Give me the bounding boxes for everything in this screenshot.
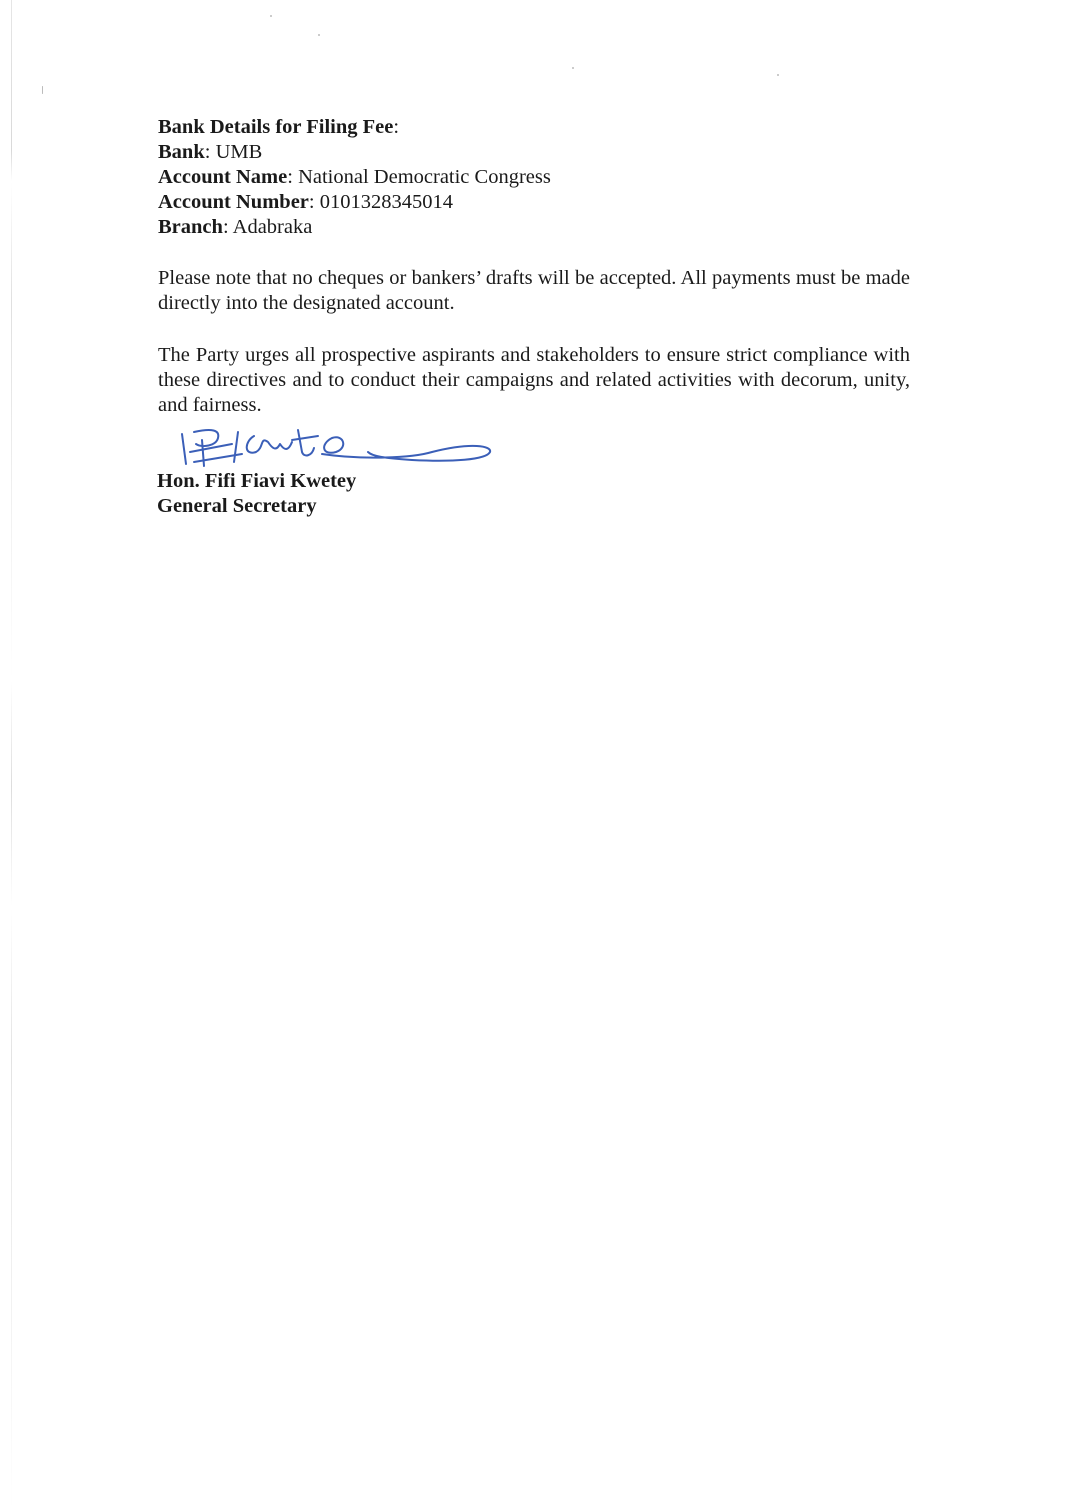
field-separator: : xyxy=(308,191,320,213)
bank-row xyxy=(158,140,910,165)
scan-speck xyxy=(270,15,272,17)
account-number-value: 0101328345014 xyxy=(319,191,453,213)
scan-speck xyxy=(777,74,779,76)
field-separator: : xyxy=(204,141,216,163)
bank-details-block xyxy=(158,115,910,240)
branch-value: Adabraka xyxy=(232,216,313,238)
signatory-name: Hon. Fifi Fiavi Kwetey xyxy=(157,470,357,492)
signatory-title: General Secretary xyxy=(157,495,317,517)
scan-speck xyxy=(42,86,43,94)
scan-edge-artifact xyxy=(11,0,12,1512)
bank-details-heading-suffix: : xyxy=(393,116,400,138)
field-separator: : xyxy=(222,216,233,238)
account-name-label: Account Name xyxy=(158,166,288,188)
bank-details-heading xyxy=(158,115,910,140)
scan-speck xyxy=(318,34,320,36)
field-separator: : xyxy=(287,166,299,188)
account-name-row xyxy=(158,165,910,190)
signature-strokes xyxy=(182,430,490,466)
branch-row xyxy=(158,215,910,240)
bank-details-heading-label: Bank Details for Filing Fee xyxy=(158,116,394,138)
account-number-label: Account Number xyxy=(158,191,309,213)
account-number-row xyxy=(158,190,910,215)
payment-note-paragraph: Please note that no cheques or bankers’ drafts will be accepted. All payments must be made directly into the designated account. xyxy=(158,267,910,314)
scan-speck xyxy=(572,67,574,69)
bank-value: UMB xyxy=(215,141,263,163)
branch-label: Branch xyxy=(158,216,223,238)
compliance-note-paragraph: The Party urges all prospective aspirants and stakeholders to ensure strict compliance with these directives and to conduct their campaigns and related activities with decorum, unity, and fairness. xyxy=(158,344,910,416)
signatory-block xyxy=(157,469,356,519)
bank-label: Bank xyxy=(158,141,205,163)
account-name-value: National Democratic Congress xyxy=(298,166,551,188)
handwritten-signature xyxy=(172,422,502,476)
document-body xyxy=(158,115,910,418)
